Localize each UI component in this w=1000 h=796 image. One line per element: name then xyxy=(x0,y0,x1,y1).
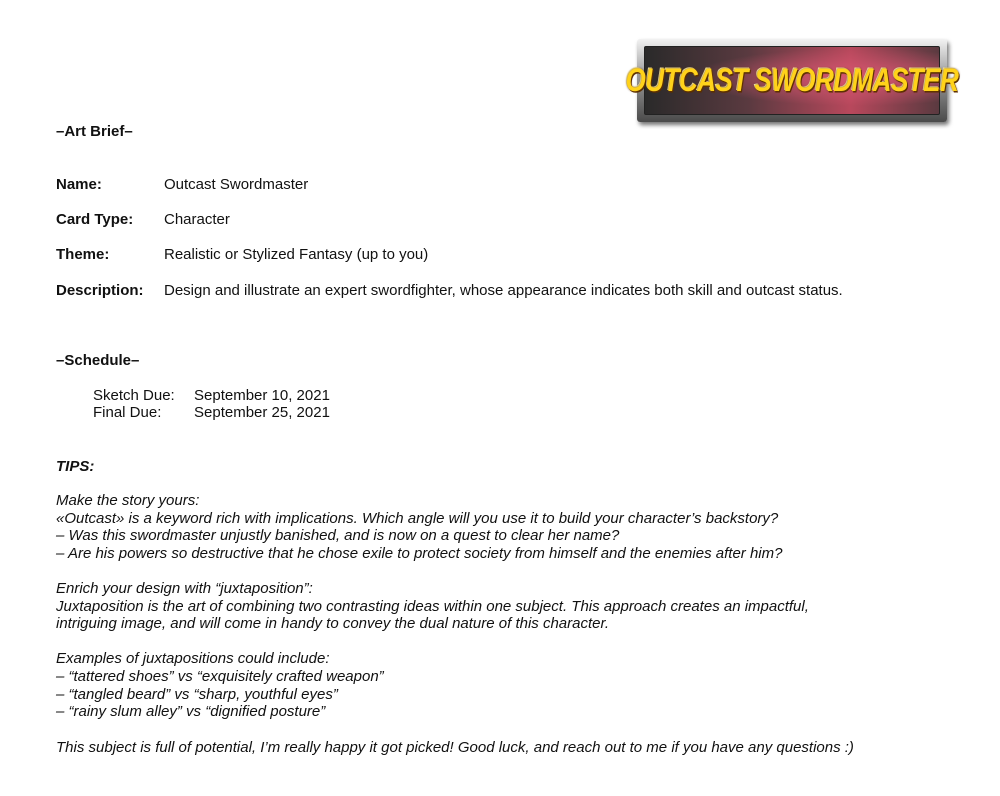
field-name-value: Outcast Swordmaster xyxy=(164,176,309,193)
field-card-type xyxy=(56,211,230,228)
title-logo xyxy=(625,39,959,122)
field-card-type-label: Card Type: xyxy=(56,211,134,228)
tips-line: «Outcast» is a keyword rich with implications. Which angle will you use it to build your character’s backstory? xyxy=(56,510,779,527)
field-name-label: Name: xyxy=(56,176,102,193)
tips-line: Examples of juxtapositions could include: xyxy=(56,650,330,667)
field-card-type-value: Character xyxy=(164,211,230,228)
field-theme-value: Realistic or Stylized Fantasy (up to you) xyxy=(164,246,429,263)
field-description-label: Description: xyxy=(56,282,144,299)
schedule-item-final xyxy=(93,404,330,421)
tips-line: intriguing image, and will come in handy to convey the dual nature of this character. xyxy=(56,615,610,632)
title-logo-text: OUTCAST SWORDMASTER xyxy=(625,61,959,99)
art-brief-heading: –Art Brief– xyxy=(56,123,133,140)
tips-line: This subject is full of potential, I’m really happy it got picked! Good luck, and reach out to me if you have any questions :) xyxy=(56,739,854,756)
tips-line: Juxtaposition is the art of combining two contrasting ideas within one subject. This approach creates an impactful, xyxy=(56,598,809,615)
tips-line: Enrich your design with “juxtaposition”: xyxy=(56,580,313,597)
tips-line: – Was this swordmaster unjustly banished, and is now on a quest to clear her name? xyxy=(56,527,620,544)
title-logo-plate xyxy=(625,46,959,115)
tips-line: Make the story yours: xyxy=(56,492,200,509)
tips-line: – “rainy slum alley” vs “dignified posture” xyxy=(56,703,326,720)
tips-line: – “tattered shoes” vs “exquisitely crafted weapon” xyxy=(56,668,384,685)
tips-line: – “tangled beard” vs “sharp, youthful eyes” xyxy=(56,686,338,703)
field-theme-label: Theme: xyxy=(56,246,110,263)
schedule-item-sketch xyxy=(93,387,330,404)
field-description xyxy=(56,282,843,299)
schedule-heading: –Schedule– xyxy=(56,352,140,369)
tips-heading: TIPS: xyxy=(56,458,95,475)
tips-line: – Are his powers so destructive that he chose exile to protect society from himself and the enemies after him? xyxy=(56,545,783,562)
field-name xyxy=(56,176,308,193)
schedule-item-sketch-date: September 10, 2021 xyxy=(194,387,330,404)
schedule-item-final-date: September 25, 2021 xyxy=(194,404,330,421)
field-theme xyxy=(56,246,428,263)
field-description-value: Design and illustrate an expert swordfighter, whose appearance indicates both skill and outcast status. xyxy=(164,282,843,299)
schedule-item-sketch-label: Sketch Due: xyxy=(93,387,175,404)
schedule-item-final-label: Final Due: xyxy=(93,404,162,421)
